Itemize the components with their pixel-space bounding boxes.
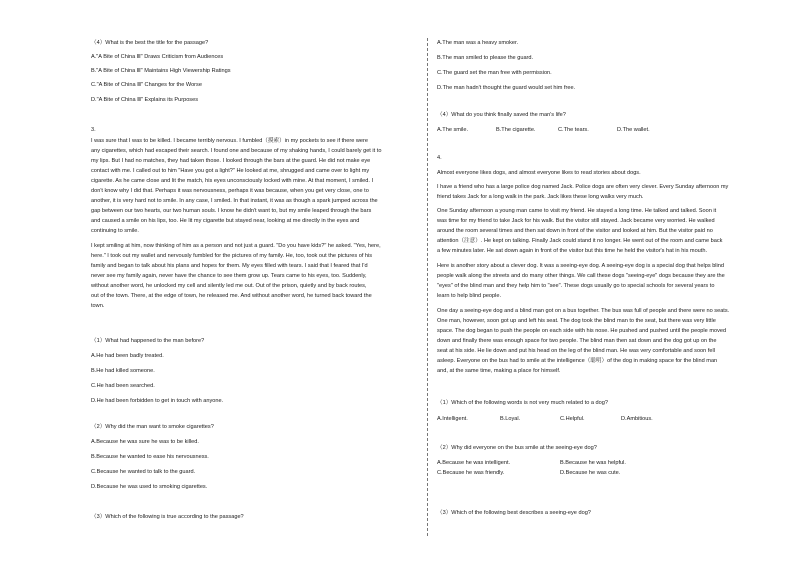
passage-line: I was sure that I was to be killed. I became terribly nervous. I fumbled（摸索）in my pockets to see if there were: [91, 138, 369, 144]
option-c: C."A Bite of China Ⅲ" Changes for the Worse: [91, 82, 202, 88]
option-b: B.Because he wanted to ease his nervousness.: [91, 454, 209, 460]
passage-line: "eyes" of the blind man and they help him to "see". These dogs usually go to special schools for several years to: [437, 283, 715, 289]
passage-line: cigarette. As he came close and lit the match, his eyes unconsciously locked with mine. At that moment, I smiled. I: [91, 178, 373, 184]
passage-line: friend takes Jack for a long walk in the park. Jack likes these long walks very much.: [437, 194, 644, 200]
passage-line: space. The dog began to push the people on each side with his nose. He pushed and pushed until the people moved: [437, 328, 727, 334]
passage-line: don't know why I did that. Perhaps it was nervousness, perhaps it was because, when you get very close, one to: [91, 188, 369, 194]
option-d: D."A Bite of China Ⅲ" Explains its Purposes: [91, 97, 199, 103]
question-3: （3）Which of the following is true according to the passage?: [91, 514, 244, 520]
option-c: C.Helpful.: [560, 416, 585, 422]
question-3: （3）Which of the following best describes a seeing-eye dog?: [437, 510, 591, 516]
option-b: B.The cigarette.: [496, 127, 536, 133]
option-d: D.He had been forbidden to get in touch with anyone.: [91, 398, 224, 404]
passage-line: never see my family again, never have the chance to see them grow up. Tears came to his eyes, too. Suddenly,: [91, 273, 367, 279]
passage-line: my lips. But I had no matches, they had taken those. I looked through the bars at the guard. He did not make eye: [91, 158, 371, 164]
option-b: B.The man smiled to please the guard.: [437, 55, 534, 61]
option-d: D.The wallet.: [617, 127, 650, 133]
passage-line: down and finally there was enough space for two people. The blind man then sat down and the dog got up on the: [437, 338, 717, 344]
option-a: A.Intelligent.: [437, 416, 468, 422]
option-a: A.Because he was intelligent.: [437, 460, 511, 466]
passage-line: any cigarettes, which had escaped their search. I found one and because of my shaking hands, I could barely get it to: [91, 148, 382, 154]
passage-line: I kept smiling at him, now thinking of him as a person and not just a guard. "Do you have kids?" he asked. "Yes, here,: [91, 243, 381, 249]
passage-line: was time for my friend to take Jack for his walk. But the visitor still stayed. Jack became very worried. He walked: [437, 218, 715, 224]
passage-line: asleep. Everyone on the bus had to smile at the intelligence（聪明）of the dog in making space for the blind man: [437, 358, 718, 364]
question-4: （4）What do you think finally saved the man's life?: [437, 112, 566, 118]
passage-line: around the room several times and then sat down in front of the visitor and looked at him. But the visitor paid no: [437, 228, 713, 234]
option-c: C.He had been searched.: [91, 383, 155, 389]
option-a: A.The smile.: [437, 127, 469, 133]
option-d: D.Ambitious.: [621, 416, 653, 422]
option-b: B.He had killed someone.: [91, 368, 155, 374]
option-c: C.Because he was friendly.: [437, 470, 505, 476]
passage-line: and, at the same time, making a place for himself.: [437, 368, 561, 374]
passage-line: without another word, he unlocked my cell and silently led me out. Out of the prison, quietly and by back routes,: [91, 283, 367, 289]
passage-line: attention（注意）. He kept on talking. Finally Jack could stand it no longer. He went out of the room and came back: [437, 238, 723, 244]
option-a: A.He had been badly treated.: [91, 353, 164, 359]
option-d: D.The man hadn't thought the guard would set him free.: [437, 85, 576, 91]
option-c: C.Because he wanted to talk to the guard.: [91, 469, 196, 475]
option-b: B.Loyal.: [500, 416, 521, 422]
passage-line: One day a seeing-eye dog and a blind man got on a bus together. The bus was full of people and there were no seats.: [437, 308, 730, 314]
question-2: （2）Why did the man want to smoke cigarettes?: [91, 424, 214, 430]
question-1: （1）Which of the following words is not very much related to a dog?: [437, 400, 609, 406]
passage-line: learn to help blind people.: [437, 293, 502, 299]
option-c: C.The tears.: [558, 127, 589, 133]
column-divider: [427, 38, 428, 536]
passage-line: contact with me. I called out to him "Have you got a light?" He looked at me, shrugged and came over to light my: [91, 168, 370, 174]
passage-line: seat at his side. He lie down and put his head on the leg of the blind man. He was very comfortable and soon fell: [437, 348, 715, 354]
question-4-prev: （4）What is the best the title for the passage?: [91, 40, 209, 46]
passage-line: out of the town. There, at the edge of town, he released me. And without another word, he turned back toward the: [91, 293, 372, 299]
passage-line: a few minutes later. He sat down again in front of the visitor but this time he held the visitor's hat in his mouth.: [437, 248, 708, 254]
passage-line: people walk along the streets and do many other things. We call these dogs "seeing-eye" dogs because they are the: [437, 273, 725, 279]
option-b: B.Because he was helpful.: [560, 460, 626, 466]
option-a: A.The man was a heavy smoker.: [437, 40, 519, 46]
passage-line: Here is another story about a clever dog. It was a seeing-eye dog. A seeing-eye dog is a special dog that helps blind: [437, 263, 725, 269]
option-a: A."A Bite of China Ⅲ" Draws Criticism from Audiences: [91, 54, 224, 60]
passage-intro: Almost everyone likes dogs, and almost everyone likes to read stories about dogs.: [437, 170, 641, 176]
passage-line: and caused a smile on his lips, too. He lit my cigarette but stayed near, looking at me directly in the eyes and: [91, 218, 360, 224]
passage-line: continuing to smile.: [91, 228, 139, 234]
passage-line: One Sunday afternoon a young man came to visit my friend. He stayed a long time. He talked and talked. Soon it: [437, 208, 717, 214]
passage-line: here." I took out my wallet and nervously fumbled for the pictures of my family. He, too, took out the pictures of his: [91, 253, 373, 259]
passage-line: family and began to talk about his plans and hopes for them. My eyes filled with tears. I said that I feared that I'd: [91, 263, 368, 269]
question-1: （1）What had happened to the man before?: [91, 338, 205, 344]
passage-number: 3.: [91, 127, 96, 133]
option-c: C.The guard set the man free with permission.: [437, 70, 552, 76]
passage-line: another, it is very hard not to smile. In any case, I smiled. In that instant, it was as though a spark jumped across the: [91, 198, 378, 204]
passage-number: 4.: [437, 155, 442, 161]
passage-line: One man, however, soon got up and left his seat. The dog took the blind man to the seat, but there was very little: [437, 318, 716, 324]
question-2: （2）Why did everyone on the bus smile at the seeing-eye dog?: [437, 445, 597, 451]
option-b: B."A Bite of China Ⅲ" Maintains High Viewership Ratings: [91, 68, 231, 74]
passage-line: I have a friend who has a large police dog named Jack. Police dogs are often very clever. Every Sunday afternoon my: [437, 184, 729, 190]
option-d: D.Because he was cute.: [560, 470, 621, 476]
option-a: A.Because he was sure he was to be killed.: [91, 439, 199, 445]
passage-line: gap between our two hearts, our two human souls. I know he didn't want to, but my smile leaped through the bars: [91, 208, 372, 214]
option-d: D.Because he was used to smoking cigarettes.: [91, 484, 208, 490]
passage-line: town.: [91, 303, 105, 309]
